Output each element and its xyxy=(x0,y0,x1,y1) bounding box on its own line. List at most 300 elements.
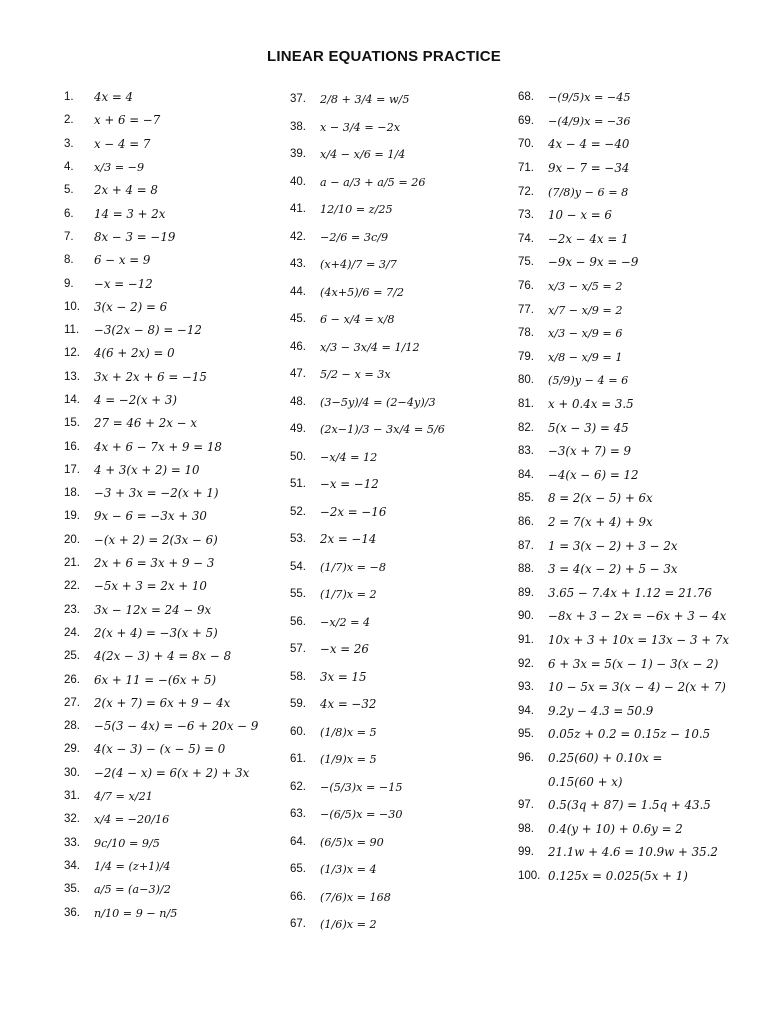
problem-number: 52. xyxy=(290,505,306,518)
problem-number: 42. xyxy=(290,230,306,243)
problem-equation: −x = 26 xyxy=(320,642,369,657)
problem-equation: 9x − 7 = −34 xyxy=(548,161,630,176)
problem-equation: 0.15(60 + x) xyxy=(548,774,623,789)
problem-number: 6. xyxy=(64,207,74,220)
problem-item xyxy=(64,622,282,645)
problem-number: 17. xyxy=(64,463,80,476)
problem-number: 98. xyxy=(518,822,534,835)
problem-equation: x − 3/4 = −2x xyxy=(320,120,401,134)
problem-number: 75. xyxy=(518,256,534,269)
problem-number: 94. xyxy=(518,704,534,717)
problem-item xyxy=(64,319,282,342)
problem-number: 93. xyxy=(518,681,534,694)
problem-number: 47. xyxy=(290,368,306,381)
problem-item xyxy=(64,599,282,622)
problem-equation: −8x + 3 − 2x = −6x + 3 − 4x xyxy=(548,609,727,624)
problem-equation: 2(x + 4) = −3(x + 5) xyxy=(94,625,218,640)
problem-number: 64. xyxy=(290,835,306,848)
problem-equation: 0.25(60) + 0.10x = xyxy=(548,750,663,765)
problem-item xyxy=(290,499,514,527)
problem-equation: 2x + 4 = 8 xyxy=(94,183,158,198)
problem-equation: 14 = 3 + 2x xyxy=(94,206,166,221)
problem-number: 34. xyxy=(64,859,80,872)
problem-equation: 4x = 4 xyxy=(94,90,134,105)
problem-number: 76. xyxy=(518,280,534,293)
problem-equation: 9c/10 = 9/5 xyxy=(94,836,160,850)
problem-number: 26. xyxy=(64,673,80,686)
problem-equation: 4x − 4 = −40 xyxy=(548,137,630,152)
problem-equation: (1/9)x = 5 xyxy=(320,753,377,767)
problem-equation: 4 = −2(x + 3) xyxy=(94,393,178,407)
problem-item xyxy=(518,723,752,747)
problem-number: 29. xyxy=(64,743,80,756)
problem-item xyxy=(290,306,514,334)
problem-item xyxy=(64,878,282,901)
problem-item xyxy=(518,794,752,818)
problem-equation: 6 − x/4 = x/8 xyxy=(320,313,395,327)
problem-number: 89. xyxy=(518,586,534,599)
problem-equation: (6/5)x = 90 xyxy=(320,835,384,849)
problem-item xyxy=(64,412,282,435)
problem-equation: −4(x − 6) = 12 xyxy=(548,467,639,482)
problem-item xyxy=(290,884,514,912)
problem-item xyxy=(290,829,514,857)
problem-item xyxy=(64,505,282,528)
problem-item xyxy=(518,346,752,370)
problem-item xyxy=(518,275,752,299)
problem-number: 81. xyxy=(518,398,534,411)
problem-equation: x/3 = −9 xyxy=(94,161,145,175)
problem-equation: −(9/5)x = −45 xyxy=(548,91,631,105)
problem-number: 30. xyxy=(64,766,80,779)
problem-equation: (2x−1)/3 − 3x/4 = 5/6 xyxy=(320,423,445,437)
problem-item xyxy=(290,416,514,444)
problem-item xyxy=(290,471,514,499)
problem-item xyxy=(64,762,282,785)
problem-number: 73. xyxy=(518,209,534,222)
problem-item xyxy=(518,228,752,252)
problem-number: 96. xyxy=(518,751,534,764)
problem-item xyxy=(64,86,282,109)
problem-number: 1. xyxy=(64,91,74,104)
problem-equation: 4x + 6 − 7x + 9 = 18 xyxy=(94,439,222,454)
problem-equation: (1/7)x = 2 xyxy=(320,588,377,602)
problem-number: 10. xyxy=(64,300,80,313)
problem-number: 19. xyxy=(64,510,80,523)
problem-equation: a − a/3 + a/5 = 26 xyxy=(320,175,426,189)
problem-number: 45. xyxy=(290,313,306,326)
problem-item xyxy=(518,841,752,865)
problem-number: 31. xyxy=(64,790,80,803)
problem-item xyxy=(64,226,282,249)
problem-equation: (1/3)x = 4 xyxy=(320,863,377,877)
problem-number: 15. xyxy=(64,417,80,430)
problem-equation: (1/8)x = 5 xyxy=(320,725,377,739)
problem-number: 44. xyxy=(290,285,306,298)
problem-number: 71. xyxy=(518,162,534,175)
problem-number: 36. xyxy=(64,906,80,919)
problem-equation: (7/6)x = 168 xyxy=(320,890,391,904)
problem-number: 33. xyxy=(64,836,80,849)
problem-number: 38. xyxy=(290,120,306,133)
problem-item xyxy=(290,581,514,609)
problem-equation: x + 6 = −7 xyxy=(94,113,161,128)
problem-equation: (4x+5)/6 = 7/2 xyxy=(320,285,405,299)
problem-equation: (5/9)y − 4 = 6 xyxy=(548,374,629,388)
problem-equation: 0.05z + 0.2 = 0.15z − 10.5 xyxy=(548,727,711,742)
problem-equation: 9x − 6 = −3x + 30 xyxy=(94,509,207,524)
problem-item xyxy=(64,296,282,319)
problem-number: 70. xyxy=(518,138,534,151)
problem-equation: 27 = 46 + 2x − x xyxy=(94,416,197,431)
problem-number: 37. xyxy=(290,93,306,106)
problem-number: 59. xyxy=(290,698,306,711)
problem-equation: −3(2x − 8) = −12 xyxy=(94,323,202,338)
problem-number: 40. xyxy=(290,175,306,188)
problem-equation: 2x + 6 = 3x + 9 − 3 xyxy=(94,556,215,571)
problem-number: 91. xyxy=(518,633,534,646)
problem-item xyxy=(64,808,282,831)
problem-number: 2. xyxy=(64,114,74,127)
problem-item xyxy=(290,554,514,582)
problem-number: 58. xyxy=(290,670,306,683)
problem-equation: −(x + 2) = 2(3x − 6) xyxy=(94,532,218,547)
problem-number: 24. xyxy=(64,626,80,639)
problem-equation: x/4 − x/6 = 1/4 xyxy=(320,148,406,162)
problem-number: 12. xyxy=(64,347,80,360)
problem-item xyxy=(64,855,282,878)
problem-item xyxy=(64,202,282,225)
problem-equation: −(6/5)x = −30 xyxy=(320,808,403,822)
problem-equation: x + 0.4x = 3.5 xyxy=(548,397,634,412)
problem-item xyxy=(290,691,514,719)
problem-number: 68. xyxy=(518,91,534,104)
problem-equation: x/3 − x/5 = 2 xyxy=(548,280,623,294)
problem-number: 9. xyxy=(64,277,74,290)
problem-equation: 3.65 − 7.4x + 1.12 = 21.76 xyxy=(548,585,712,600)
problem-equation: −x/4 = 12 xyxy=(320,450,378,464)
problem-number: 78. xyxy=(518,327,534,340)
problem-item xyxy=(290,114,514,142)
problem-equation: (7/8)y − 6 = 8 xyxy=(548,185,629,199)
problem-item xyxy=(64,645,282,668)
problem-item xyxy=(290,86,514,114)
problem-number: 5. xyxy=(64,184,74,197)
problem-number: 27. xyxy=(64,696,80,709)
problem-equation: 10x + 3 + 10x = 13x − 3 + 7x xyxy=(548,632,730,647)
problem-item xyxy=(518,676,752,700)
problem-number: 25. xyxy=(64,650,80,663)
problem-item xyxy=(64,668,282,691)
problem-item xyxy=(64,785,282,808)
problem-item xyxy=(64,529,282,552)
problem-item xyxy=(518,86,752,110)
problem-equation: (x+4)/7 = 3/7 xyxy=(320,258,397,272)
problem-item xyxy=(64,832,282,855)
problem-number: 14. xyxy=(64,394,80,406)
problem-number: 82. xyxy=(518,421,534,434)
problem-number: 4. xyxy=(64,161,74,174)
problem-equation: 4(6 + 2x) = 0 xyxy=(94,346,175,361)
problem-item xyxy=(290,251,514,279)
problem-item xyxy=(518,110,752,134)
problem-number: 88. xyxy=(518,563,534,576)
problem-number: 84. xyxy=(518,468,534,481)
problem-item xyxy=(64,179,282,202)
problem-equation: 3x + 2x + 6 = −15 xyxy=(94,369,207,384)
page-title: LINEAR EQUATIONS PRACTICE xyxy=(267,48,501,65)
problem-number: 66. xyxy=(290,890,306,903)
problem-number: 39. xyxy=(290,148,306,161)
problem-item xyxy=(518,464,752,488)
problem-equation: −3(x + 7) = 9 xyxy=(548,444,632,459)
problem-item xyxy=(290,774,514,802)
problem-item xyxy=(64,901,282,924)
problem-item xyxy=(518,440,752,464)
problem-equation: (3−5y)/4 = (2−4y)/3 xyxy=(320,395,436,409)
problem-equation: 10 − x = 6 xyxy=(548,208,612,223)
problem-number: 55. xyxy=(290,588,306,601)
problem-number: 62. xyxy=(290,780,306,793)
problem-number: 69. xyxy=(518,114,534,127)
problem-item xyxy=(518,133,752,157)
problem-number: 51. xyxy=(290,478,306,491)
problem-number: 57. xyxy=(290,643,306,656)
problem-equation: 3(x − 2) = 6 xyxy=(94,299,168,314)
problem-item xyxy=(290,141,514,169)
problem-item xyxy=(290,279,514,307)
problem-number: 16. xyxy=(64,440,80,453)
problem-item xyxy=(518,298,752,322)
problem-item xyxy=(518,747,752,771)
problem-number: 8. xyxy=(64,254,74,267)
problem-number: 90. xyxy=(518,610,534,623)
problem-number: 48. xyxy=(290,395,306,408)
problem-number: 13. xyxy=(64,370,80,383)
problem-number: 100. xyxy=(518,869,541,882)
problem-equation: 5(x − 3) = 45 xyxy=(548,420,629,435)
problem-equation: −5(3 − 4x) = −6 + 20x − 9 xyxy=(94,719,259,734)
problem-number: 46. xyxy=(290,340,306,353)
problem-number: 60. xyxy=(290,725,306,738)
problem-number: 35. xyxy=(64,883,80,896)
problem-equation: 4(2x − 3) + 4 = 8x − 8 xyxy=(94,649,232,664)
problem-number: 83. xyxy=(518,445,534,458)
problem-item xyxy=(518,581,752,605)
problem-number: 23. xyxy=(64,603,80,616)
problem-number: 43. xyxy=(290,258,306,271)
problem-item xyxy=(518,251,752,275)
problem-item xyxy=(518,817,752,841)
problem-item xyxy=(518,180,752,204)
problem-equation: 8 = 2(x − 5) + 6x xyxy=(548,491,653,506)
problem-number: 85. xyxy=(518,492,534,505)
problem-equation: (1/7)x = −8 xyxy=(320,560,387,574)
problem-number: 54. xyxy=(290,560,306,573)
problem-number: 72. xyxy=(518,185,534,198)
problem-item xyxy=(64,692,282,715)
problem-item xyxy=(64,156,282,179)
problem-item xyxy=(518,511,752,535)
problem-item xyxy=(64,575,282,598)
problem-equation: 9.2y − 4.3 = 50.9 xyxy=(548,703,654,718)
problem-number: 61. xyxy=(290,753,306,766)
problem-equation: 4x = −32 xyxy=(320,697,377,712)
problem-item xyxy=(64,389,282,412)
problem-number: 77. xyxy=(518,303,534,316)
problem-equation: 2(x + 7) = 6x + 9 − 4x xyxy=(94,695,231,710)
problem-item xyxy=(518,157,752,181)
problem-number: 87. xyxy=(518,539,534,552)
problem-number: 49. xyxy=(290,423,306,436)
problem-equation: 1/4 = (z+1)/4 xyxy=(94,859,171,873)
problem-equation: 2/8 + 3/4 = w/5 xyxy=(320,93,410,107)
problem-item xyxy=(290,526,514,554)
problem-equation: −(5/3)x = −15 xyxy=(320,780,403,794)
problem-item xyxy=(290,719,514,747)
problem-number: 79. xyxy=(518,350,534,363)
problem-item xyxy=(290,664,514,692)
problem-number: 11. xyxy=(64,324,80,337)
problem-number: 99. xyxy=(518,846,534,859)
problem-item xyxy=(290,609,514,637)
problem-item xyxy=(64,552,282,575)
problem-item xyxy=(518,393,752,417)
problem-equation: 3 = 4(x − 2) + 5 − 3x xyxy=(548,562,678,577)
problem-number: 3. xyxy=(64,137,74,150)
problem-number: 53. xyxy=(290,533,306,546)
problem-equation: 3x − 12x = 24 − 9x xyxy=(94,602,212,617)
problem-item xyxy=(64,715,282,738)
problem-equation: 4(x − 3) − (x − 5) = 0 xyxy=(94,742,226,757)
problem-number: 95. xyxy=(518,728,534,741)
problem-item xyxy=(64,482,282,505)
problem-equation: n/10 = 9 − n/5 xyxy=(94,906,178,920)
problem-number: 80. xyxy=(518,374,534,387)
problem-equation: 0.4(y + 10) + 0.6y = 2 xyxy=(548,821,683,836)
problem-item xyxy=(64,366,282,389)
problem-item xyxy=(290,389,514,417)
problem-item xyxy=(518,204,752,228)
problem-number: 22. xyxy=(64,580,80,593)
problem-item xyxy=(290,169,514,197)
problem-item xyxy=(518,699,752,723)
problem-equation: 2 = 7(x + 4) + 9x xyxy=(548,514,653,529)
problem-item xyxy=(518,652,752,676)
problem-number: 20. xyxy=(64,533,80,546)
problem-equation: −2(4 − x) = 6(x + 2) + 3x xyxy=(94,765,250,780)
problem-item xyxy=(518,322,752,346)
problem-column-2 xyxy=(290,86,514,939)
problem-equation: a/5 = (a−3)/2 xyxy=(94,883,171,897)
problem-item xyxy=(518,369,752,393)
problem-equation: 0.125x = 0.025(5x + 1) xyxy=(548,868,688,883)
problem-item xyxy=(290,224,514,252)
problem-number: 56. xyxy=(290,615,306,628)
problem-equation: −2x − 4x = 1 xyxy=(548,231,629,246)
problem-item xyxy=(64,109,282,132)
problem-equation: 1 = 3(x − 2) + 3 − 2x xyxy=(548,538,678,553)
problem-number: 63. xyxy=(290,808,306,821)
problem-equation: −(4/9)x = −36 xyxy=(548,114,631,128)
problem-number: 18. xyxy=(64,487,80,500)
problem-equation: −x = −12 xyxy=(320,477,379,492)
problem-equation: −3 + 3x = −2(x + 1) xyxy=(94,486,219,501)
problem-item xyxy=(290,361,514,389)
problem-item xyxy=(290,801,514,829)
problem-item xyxy=(290,444,514,472)
problem-item xyxy=(518,629,752,653)
problem-item xyxy=(518,770,752,794)
problem-equation: 2x = −14 xyxy=(320,532,377,547)
problem-equation: −9x − 9x = −9 xyxy=(548,255,639,270)
problem-column-1 xyxy=(64,86,282,925)
problem-equation: 12/10 = z/25 xyxy=(320,203,393,217)
problem-equation: −2/6 = 3c/9 xyxy=(320,230,389,244)
problem-equation: −2x = −16 xyxy=(320,504,387,519)
problem-number: 28. xyxy=(64,720,80,733)
problem-number: 86. xyxy=(518,515,534,528)
problem-item xyxy=(290,911,514,939)
problem-number: 74. xyxy=(518,232,534,245)
problem-equation: −5x + 3 = 2x + 10 xyxy=(94,579,207,594)
problem-equation: x/8 − x/9 = 1 xyxy=(548,350,623,364)
problem-number: 97. xyxy=(518,799,534,812)
problem-number: 65. xyxy=(290,863,306,876)
problem-item xyxy=(290,856,514,884)
problem-item xyxy=(290,334,514,362)
problem-equation: 6x + 11 = −(6x + 5) xyxy=(94,672,217,687)
problem-item xyxy=(64,459,282,482)
problem-item xyxy=(64,738,282,761)
problem-equation: 4 + 3(x + 2) = 10 xyxy=(94,462,200,477)
problem-equation: 6 − x = 9 xyxy=(94,253,151,268)
problem-equation: 4/7 = x/21 xyxy=(94,790,153,804)
problem-item xyxy=(290,196,514,224)
problem-item xyxy=(518,487,752,511)
problem-equation: −x = −12 xyxy=(94,276,153,291)
problem-number: 32. xyxy=(64,813,80,826)
problem-equation: x − 4 = 7 xyxy=(94,136,151,151)
problem-item xyxy=(64,435,282,458)
problem-equation: −x/2 = 4 xyxy=(320,615,371,629)
problem-item xyxy=(64,272,282,295)
problem-number: 7. xyxy=(64,230,74,243)
problem-item xyxy=(290,636,514,664)
problem-equation: 10 − 5x = 3(x − 4) − 2(x + 7) xyxy=(548,680,726,695)
problem-item xyxy=(518,416,752,440)
problem-equation: 8x − 3 = −19 xyxy=(94,229,176,244)
problem-column-3 xyxy=(518,86,752,888)
problem-equation: 6 + 3x = 5(x − 1) − 3(x − 2) xyxy=(548,656,719,671)
problem-equation: 3x = 15 xyxy=(320,669,367,684)
problem-item xyxy=(64,133,282,156)
problem-item xyxy=(518,558,752,582)
problem-equation: x/3 − x/9 = 6 xyxy=(548,327,623,341)
problem-number: 67. xyxy=(290,918,306,931)
problem-equation: x/7 − x/9 = 2 xyxy=(548,303,623,317)
problem-number: 50. xyxy=(290,450,306,463)
problem-item xyxy=(518,534,752,558)
problem-number: 41. xyxy=(290,203,306,216)
problem-equation: (1/6)x = 2 xyxy=(320,918,377,932)
problem-item xyxy=(290,746,514,774)
problem-number: 21. xyxy=(64,557,80,570)
problem-item xyxy=(64,342,282,365)
problem-equation: 5/2 − x = 3x xyxy=(320,368,391,382)
problem-item xyxy=(518,605,752,629)
problem-item xyxy=(64,249,282,272)
